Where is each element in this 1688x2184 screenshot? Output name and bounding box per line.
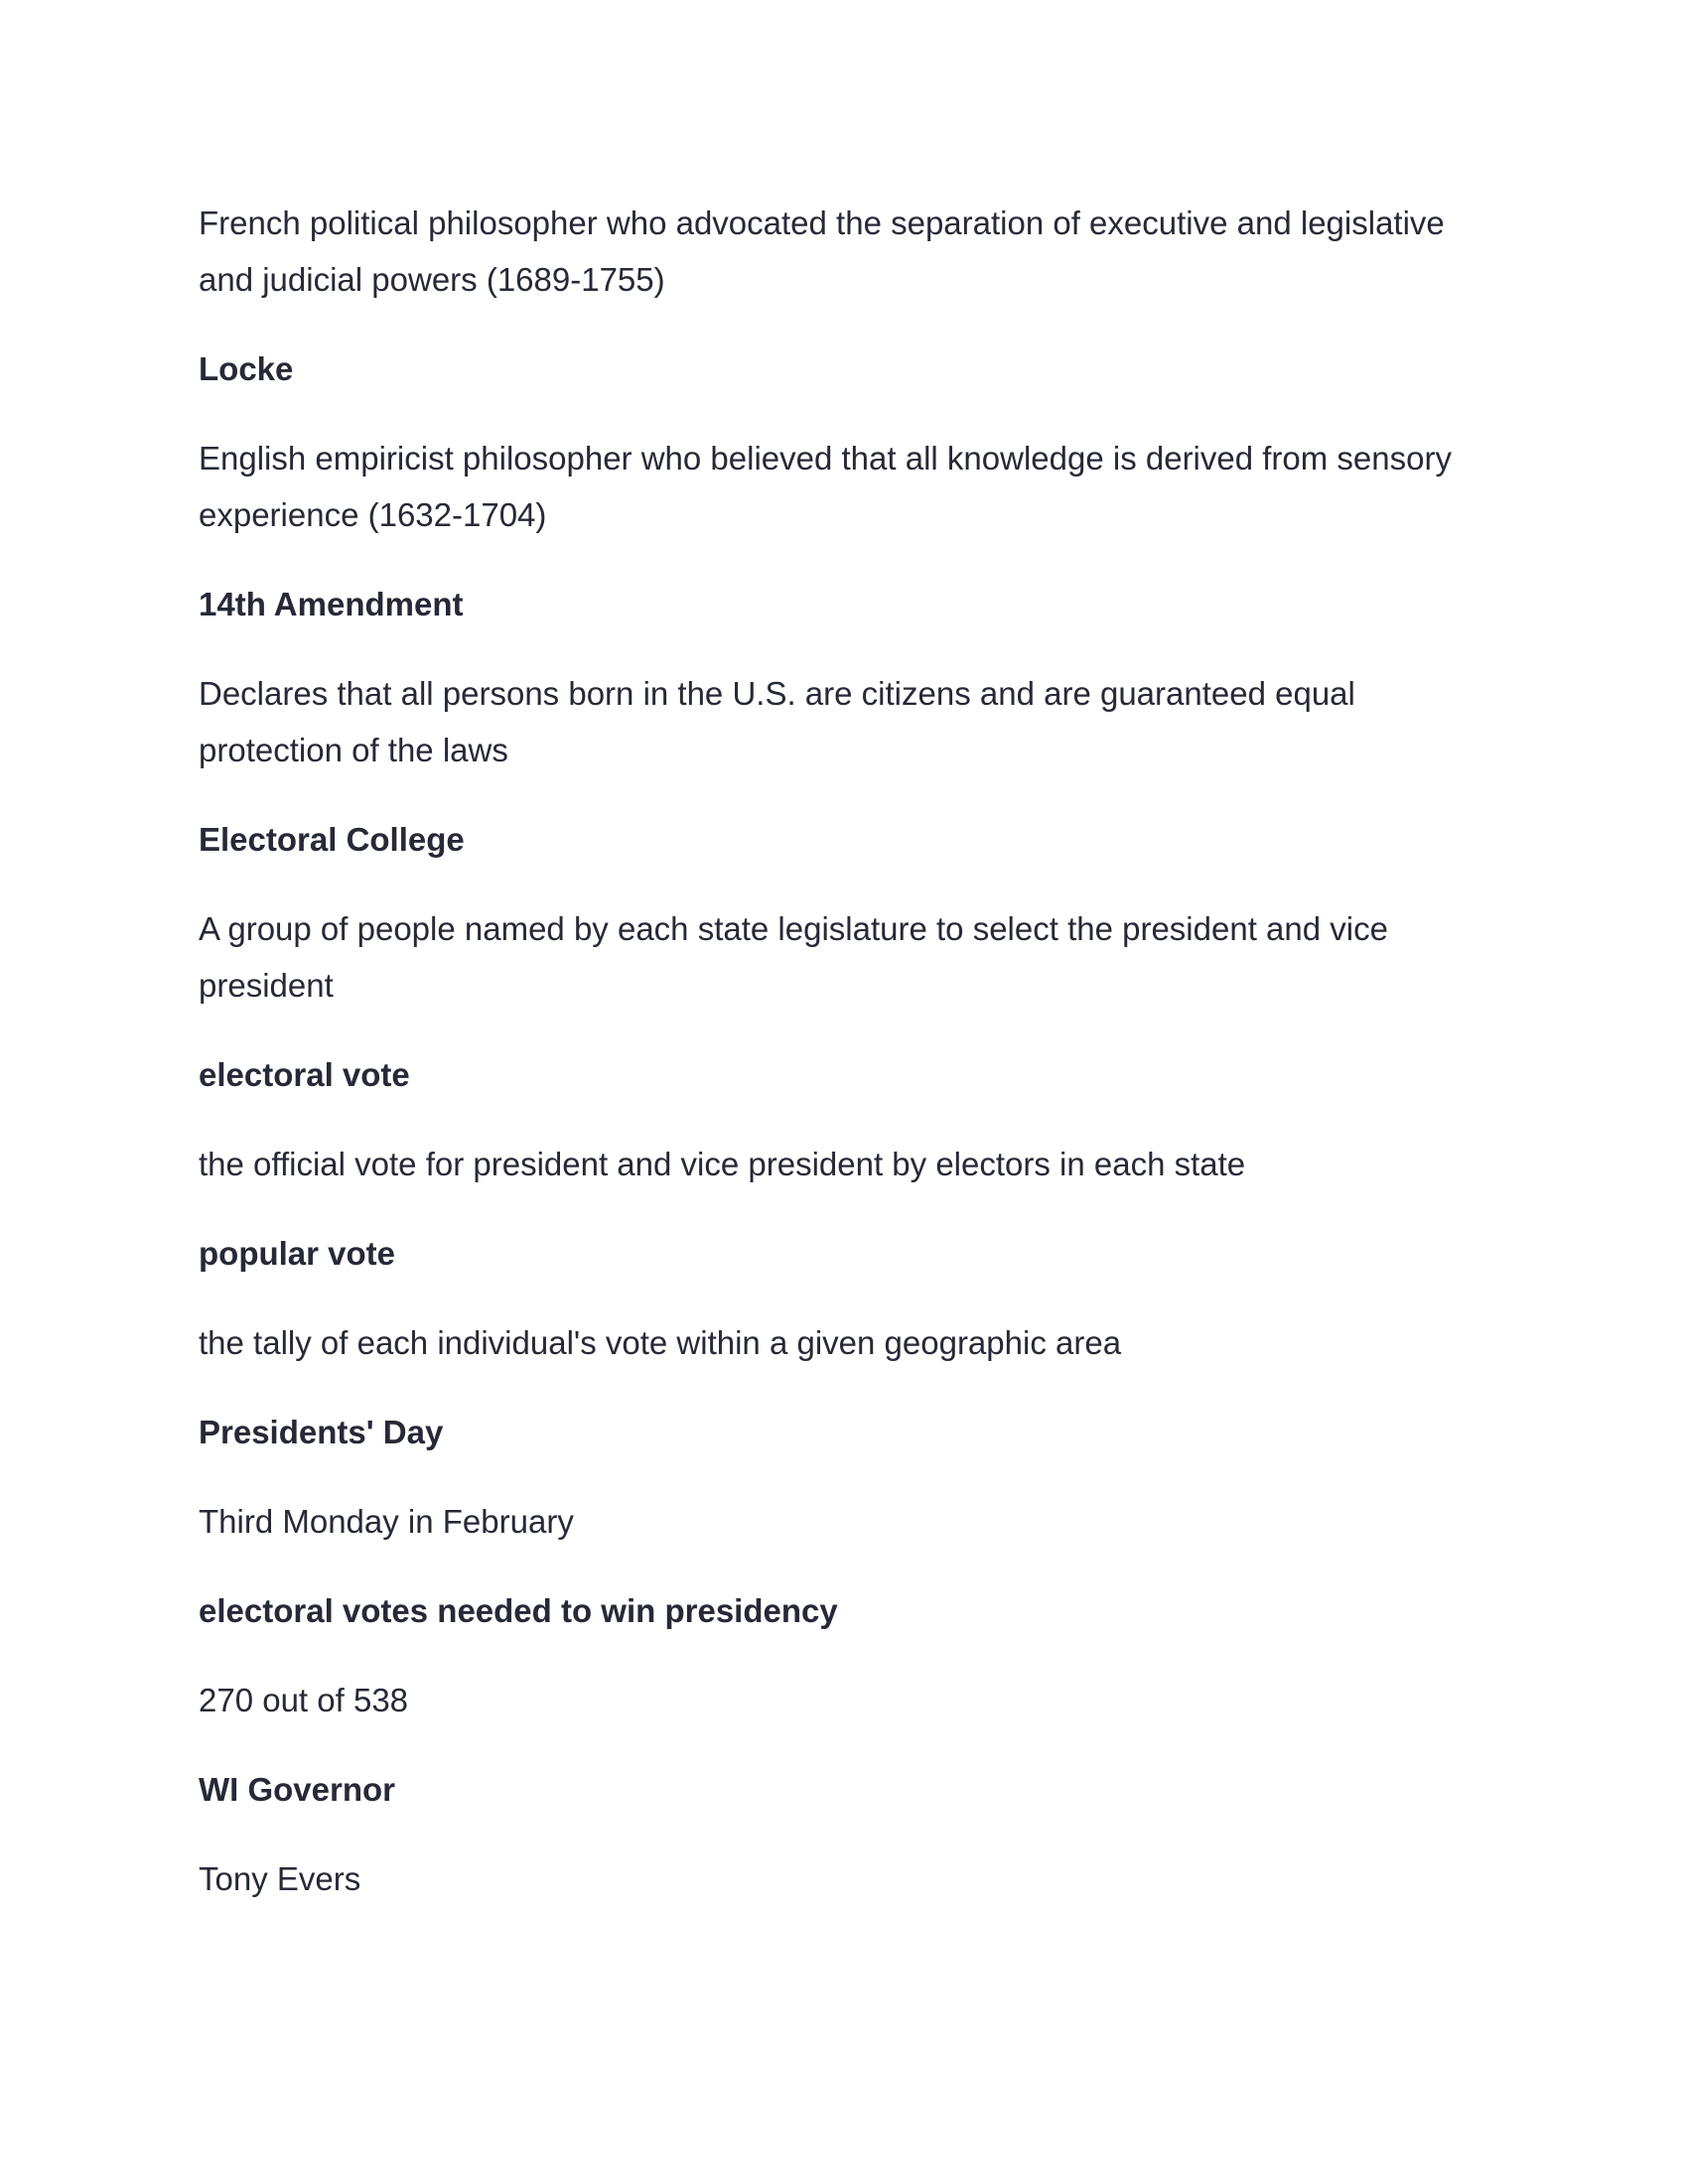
- definition-presidents-day: Third Monday in February: [199, 1503, 574, 1540]
- term-electoral-college: Electoral College: [199, 821, 465, 858]
- term-electoral-votes-needed: electoral votes needed to win presidency: [199, 1592, 838, 1629]
- term-presidents-day: Presidents' Day: [199, 1414, 444, 1450]
- term-electoral-vote: electoral vote: [199, 1056, 410, 1093]
- term-wi-governor: WI Governor: [199, 1771, 396, 1808]
- definition-wi-governor: Tony Evers: [199, 1860, 361, 1897]
- term-popular-vote: popular vote: [199, 1235, 396, 1272]
- definition-electoral-college: A group of people named by each state legislature to select the president and vice president: [199, 910, 1388, 1004]
- term-locke: Locke: [199, 350, 294, 387]
- definition-montesquieu: French political philosopher who advocated the separation of executive and legislative and judicial powers (1689-1755): [199, 205, 1445, 298]
- definition-electoral-votes-needed: 270 out of 538: [199, 1682, 409, 1718]
- definition-14th-amendment: Declares that all persons born in the U.S. are citizens and are guaranteed equal protection of the laws: [199, 675, 1355, 768]
- definition-popular-vote: the tally of each individual's vote within a given geographic area: [199, 1324, 1122, 1361]
- definition-locke: English empiricist philosopher who believed that all knowledge is derived from sensory experience (1632-1704): [199, 440, 1452, 533]
- flashcard-document: [199, 195, 1489, 1907]
- definition-electoral-vote: the official vote for president and vice president by electors in each state: [199, 1146, 1246, 1182]
- term-14th-amendment: 14th Amendment: [199, 586, 464, 622]
